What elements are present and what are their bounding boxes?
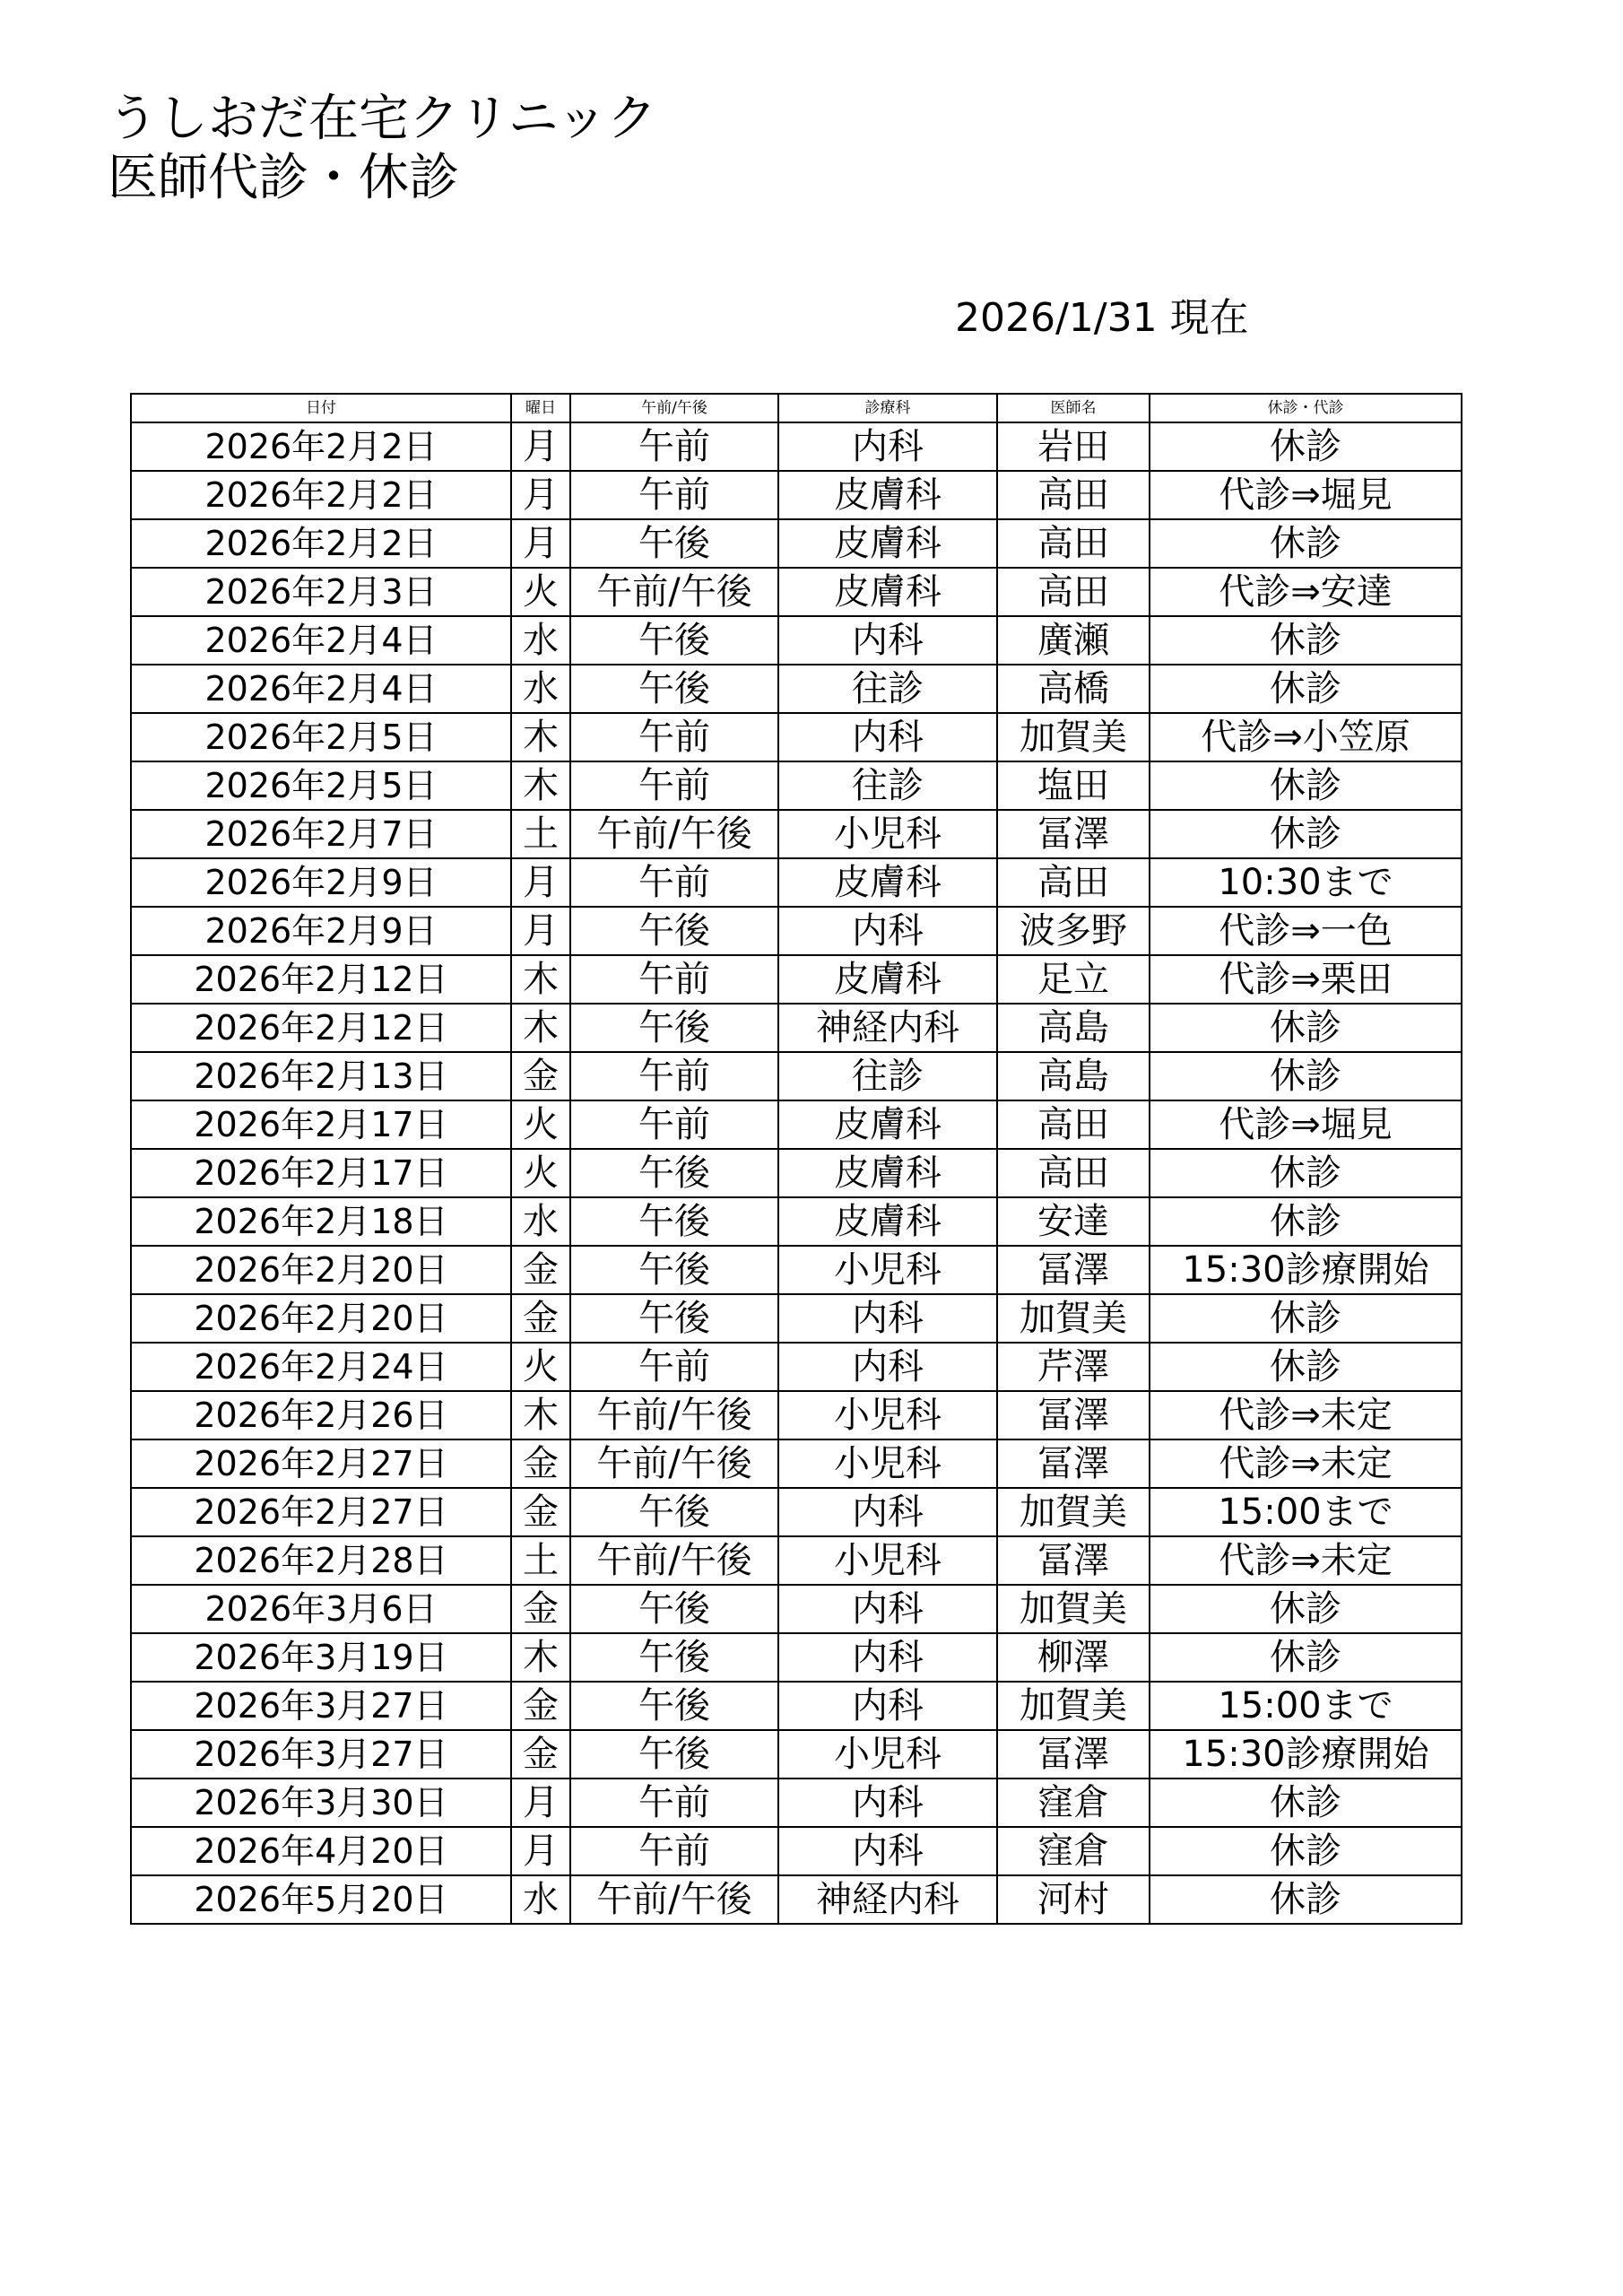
table-row bbox=[131, 1294, 1462, 1343]
date-cell: 2026年2月2日 bbox=[131, 519, 511, 568]
department-cell: 小児科 bbox=[778, 810, 997, 858]
weekday-cell: 月 bbox=[511, 907, 570, 955]
column-header-status: 休診・代診 bbox=[1150, 394, 1462, 422]
department-cell: 皮膚科 bbox=[778, 471, 997, 519]
weekday-cell: 金 bbox=[511, 1585, 570, 1633]
date-cell: 2026年2月24日 bbox=[131, 1343, 511, 1391]
table-row bbox=[131, 1100, 1462, 1149]
doctor-cell: 加賀美 bbox=[997, 1488, 1150, 1536]
doctor-cell: 安達 bbox=[997, 1197, 1150, 1246]
session-cell: 午後 bbox=[570, 1585, 778, 1633]
weekday-cell: 土 bbox=[511, 1536, 570, 1585]
weekday-cell: 金 bbox=[511, 1052, 570, 1100]
status-cell: 代診⇒栗田 bbox=[1150, 955, 1462, 1004]
doctor-cell: 冨澤 bbox=[997, 1246, 1150, 1294]
session-cell: 午前 bbox=[570, 1343, 778, 1391]
weekday-cell: 金 bbox=[511, 1730, 570, 1779]
department-cell: 小児科 bbox=[778, 1391, 997, 1439]
weekday-cell: 水 bbox=[511, 665, 570, 713]
table-row bbox=[131, 1488, 1462, 1536]
doctor-cell: 廣瀬 bbox=[997, 616, 1150, 665]
doctor-cell: 芹澤 bbox=[997, 1343, 1150, 1391]
session-cell: 午後 bbox=[570, 1633, 778, 1682]
session-cell: 午前/午後 bbox=[570, 1875, 778, 1924]
date-cell: 2026年2月9日 bbox=[131, 907, 511, 955]
column-header-date: 日付 bbox=[131, 394, 511, 422]
column-header-weekday: 曜日 bbox=[511, 394, 570, 422]
doctor-cell: 高田 bbox=[997, 471, 1150, 519]
session-cell: 午後 bbox=[570, 665, 778, 713]
status-cell: 休診 bbox=[1150, 1197, 1462, 1246]
date-cell: 2026年2月5日 bbox=[131, 713, 511, 761]
department-cell: 神経内科 bbox=[778, 1004, 997, 1052]
doctor-cell: 加賀美 bbox=[997, 1682, 1150, 1730]
date-cell: 2026年2月4日 bbox=[131, 665, 511, 713]
table-row bbox=[131, 519, 1462, 568]
table-row bbox=[131, 1779, 1462, 1827]
table-row bbox=[131, 665, 1462, 713]
session-cell: 午前 bbox=[570, 713, 778, 761]
table-row bbox=[131, 1536, 1462, 1585]
weekday-cell: 水 bbox=[511, 1197, 570, 1246]
table-row bbox=[131, 858, 1462, 907]
date-cell: 2026年2月20日 bbox=[131, 1246, 511, 1294]
department-cell: 小児科 bbox=[778, 1439, 997, 1488]
table-row bbox=[131, 1439, 1462, 1488]
date-cell: 2026年2月28日 bbox=[131, 1536, 511, 1585]
department-cell: 内科 bbox=[778, 1343, 997, 1391]
status-cell: 15:00まで bbox=[1150, 1682, 1462, 1730]
column-header-doctor: 医師名 bbox=[997, 394, 1150, 422]
table-row bbox=[131, 1149, 1462, 1197]
weekday-cell: 木 bbox=[511, 713, 570, 761]
weekday-cell: 水 bbox=[511, 1875, 570, 1924]
department-cell: 内科 bbox=[778, 616, 997, 665]
department-cell: 皮膚科 bbox=[778, 519, 997, 568]
session-cell: 午後 bbox=[570, 519, 778, 568]
date-cell: 2026年2月13日 bbox=[131, 1052, 511, 1100]
status-cell: 休診 bbox=[1150, 1004, 1462, 1052]
doctor-cell: 高橋 bbox=[997, 665, 1150, 713]
department-cell: 内科 bbox=[778, 422, 997, 471]
department-cell: 内科 bbox=[778, 1488, 997, 1536]
doctor-cell: 加賀美 bbox=[997, 1585, 1150, 1633]
weekday-cell: 月 bbox=[511, 471, 570, 519]
session-cell: 午後 bbox=[570, 616, 778, 665]
date-cell: 2026年4月20日 bbox=[131, 1827, 511, 1875]
status-cell: 15:30診療開始 bbox=[1150, 1730, 1462, 1779]
department-cell: 皮膚科 bbox=[778, 568, 997, 616]
status-cell: 代診⇒一色 bbox=[1150, 907, 1462, 955]
status-cell: 代診⇒堀見 bbox=[1150, 471, 1462, 519]
date-cell: 2026年3月6日 bbox=[131, 1585, 511, 1633]
doctor-cell: 窪倉 bbox=[997, 1827, 1150, 1875]
table-row bbox=[131, 568, 1462, 616]
table-row bbox=[131, 1827, 1462, 1875]
session-cell: 午前/午後 bbox=[570, 1391, 778, 1439]
doctor-cell: 高田 bbox=[997, 519, 1150, 568]
doctor-cell: 高島 bbox=[997, 1004, 1150, 1052]
session-cell: 午後 bbox=[570, 1488, 778, 1536]
weekday-cell: 金 bbox=[511, 1294, 570, 1343]
weekday-cell: 火 bbox=[511, 1100, 570, 1149]
header-row bbox=[131, 394, 1462, 422]
clinic-name: うしおだ在宅クリニック bbox=[108, 90, 657, 148]
session-cell: 午前 bbox=[570, 955, 778, 1004]
status-cell: 休診 bbox=[1150, 1343, 1462, 1391]
department-cell: 往診 bbox=[778, 665, 997, 713]
table-row bbox=[131, 810, 1462, 858]
weekday-cell: 金 bbox=[511, 1246, 570, 1294]
date-cell: 2026年2月20日 bbox=[131, 1294, 511, 1343]
doctor-cell: 高田 bbox=[997, 1100, 1150, 1149]
weekday-cell: 月 bbox=[511, 422, 570, 471]
department-cell: 小児科 bbox=[778, 1536, 997, 1585]
date-cell: 2026年2月27日 bbox=[131, 1488, 511, 1536]
date-cell: 2026年2月17日 bbox=[131, 1100, 511, 1149]
session-cell: 午後 bbox=[570, 1246, 778, 1294]
weekday-cell: 火 bbox=[511, 1149, 570, 1197]
date-cell: 2026年2月27日 bbox=[131, 1439, 511, 1488]
session-cell: 午前 bbox=[570, 422, 778, 471]
department-cell: 内科 bbox=[778, 1633, 997, 1682]
date-cell: 2026年2月18日 bbox=[131, 1197, 511, 1246]
session-cell: 午後 bbox=[570, 1294, 778, 1343]
weekday-cell: 木 bbox=[511, 1633, 570, 1682]
table-row bbox=[131, 1246, 1462, 1294]
as-of-date: 2026/1/31 現在 bbox=[955, 295, 1249, 341]
date-cell: 2026年2月2日 bbox=[131, 422, 511, 471]
weekday-cell: 月 bbox=[511, 1827, 570, 1875]
table-row bbox=[131, 1052, 1462, 1100]
session-cell: 午後 bbox=[570, 1197, 778, 1246]
doctor-cell: 足立 bbox=[997, 955, 1150, 1004]
department-cell: 皮膚科 bbox=[778, 1100, 997, 1149]
doctor-cell: 冨澤 bbox=[997, 1439, 1150, 1488]
doctor-cell: 冨澤 bbox=[997, 1730, 1150, 1779]
status-cell: 10:30まで bbox=[1150, 858, 1462, 907]
date-cell: 2026年2月17日 bbox=[131, 1149, 511, 1197]
session-cell: 午後 bbox=[570, 1004, 778, 1052]
status-cell: 休診 bbox=[1150, 665, 1462, 713]
doctor-cell: 窪倉 bbox=[997, 1779, 1150, 1827]
session-cell: 午前/午後 bbox=[570, 1536, 778, 1585]
date-cell: 2026年3月30日 bbox=[131, 1779, 511, 1827]
table-row bbox=[131, 1391, 1462, 1439]
doctor-cell: 塩田 bbox=[997, 761, 1150, 810]
department-cell: 皮膚科 bbox=[778, 858, 997, 907]
table-row bbox=[131, 616, 1462, 665]
date-cell: 2026年2月26日 bbox=[131, 1391, 511, 1439]
department-cell: 内科 bbox=[778, 713, 997, 761]
department-cell: 皮膚科 bbox=[778, 1197, 997, 1246]
table-row bbox=[131, 761, 1462, 810]
column-header-session: 午前/午後 bbox=[570, 394, 778, 422]
doctor-cell: 加賀美 bbox=[997, 713, 1150, 761]
weekday-cell: 水 bbox=[511, 616, 570, 665]
status-cell: 休診 bbox=[1150, 1875, 1462, 1924]
session-cell: 午後 bbox=[570, 1730, 778, 1779]
session-cell: 午後 bbox=[570, 1682, 778, 1730]
status-cell: 代診⇒小笠原 bbox=[1150, 713, 1462, 761]
table-row bbox=[131, 1633, 1462, 1682]
table-row bbox=[131, 907, 1462, 955]
status-cell: 代診⇒堀見 bbox=[1150, 1100, 1462, 1149]
table-row bbox=[131, 1197, 1462, 1246]
session-cell: 午後 bbox=[570, 1149, 778, 1197]
session-cell: 午前/午後 bbox=[570, 568, 778, 616]
status-cell: 休診 bbox=[1150, 1149, 1462, 1197]
status-cell: 代診⇒未定 bbox=[1150, 1536, 1462, 1585]
doctor-cell: 河村 bbox=[997, 1875, 1150, 1924]
status-cell: 休診 bbox=[1150, 1633, 1462, 1682]
weekday-cell: 木 bbox=[511, 1004, 570, 1052]
table-row bbox=[131, 1004, 1462, 1052]
table-row bbox=[131, 1682, 1462, 1730]
department-cell: 小児科 bbox=[778, 1246, 997, 1294]
weekday-cell: 金 bbox=[511, 1488, 570, 1536]
table-row bbox=[131, 471, 1462, 519]
department-cell: 往診 bbox=[778, 1052, 997, 1100]
status-cell: 休診 bbox=[1150, 761, 1462, 810]
date-cell: 2026年5月20日 bbox=[131, 1875, 511, 1924]
doctor-cell: 加賀美 bbox=[997, 1294, 1150, 1343]
weekday-cell: 月 bbox=[511, 1779, 570, 1827]
session-cell: 午前 bbox=[570, 1052, 778, 1100]
weekday-cell: 金 bbox=[511, 1439, 570, 1488]
date-cell: 2026年2月5日 bbox=[131, 761, 511, 810]
session-cell: 午前 bbox=[570, 471, 778, 519]
status-cell: 休診 bbox=[1150, 1827, 1462, 1875]
status-cell: 休診 bbox=[1150, 1052, 1462, 1100]
weekday-cell: 木 bbox=[511, 1391, 570, 1439]
status-cell: 休診 bbox=[1150, 616, 1462, 665]
schedule-table bbox=[130, 393, 1462, 1925]
department-cell: 内科 bbox=[778, 1585, 997, 1633]
table-row bbox=[131, 422, 1462, 471]
department-cell: 神経内科 bbox=[778, 1875, 997, 1924]
status-cell: 代診⇒未定 bbox=[1150, 1439, 1462, 1488]
department-cell: 内科 bbox=[778, 1779, 997, 1827]
department-cell: 内科 bbox=[778, 907, 997, 955]
weekday-cell: 木 bbox=[511, 761, 570, 810]
title-block bbox=[108, 90, 657, 208]
session-cell: 午前 bbox=[570, 858, 778, 907]
date-cell: 2026年2月7日 bbox=[131, 810, 511, 858]
session-cell: 午前 bbox=[570, 761, 778, 810]
table-row bbox=[131, 713, 1462, 761]
table-row bbox=[131, 955, 1462, 1004]
session-cell: 午後 bbox=[570, 907, 778, 955]
session-cell: 午前 bbox=[570, 1779, 778, 1827]
doctor-cell: 高田 bbox=[997, 568, 1150, 616]
department-cell: 内科 bbox=[778, 1294, 997, 1343]
weekday-cell: 月 bbox=[511, 519, 570, 568]
department-cell: 往診 bbox=[778, 761, 997, 810]
status-cell: 休診 bbox=[1150, 422, 1462, 471]
doctor-cell: 柳澤 bbox=[997, 1633, 1150, 1682]
schedule-table-body bbox=[131, 422, 1462, 1924]
status-cell: 休診 bbox=[1150, 519, 1462, 568]
date-cell: 2026年3月27日 bbox=[131, 1730, 511, 1779]
date-cell: 2026年2月4日 bbox=[131, 616, 511, 665]
weekday-cell: 金 bbox=[511, 1682, 570, 1730]
date-cell: 2026年2月12日 bbox=[131, 1004, 511, 1052]
weekday-cell: 土 bbox=[511, 810, 570, 858]
doctor-cell: 高島 bbox=[997, 1052, 1150, 1100]
date-cell: 2026年2月12日 bbox=[131, 955, 511, 1004]
doctor-cell: 冨澤 bbox=[997, 810, 1150, 858]
session-cell: 午前 bbox=[570, 1100, 778, 1149]
table-row bbox=[131, 1875, 1462, 1924]
status-cell: 休診 bbox=[1150, 1779, 1462, 1827]
status-cell: 休診 bbox=[1150, 810, 1462, 858]
weekday-cell: 火 bbox=[511, 568, 570, 616]
table-row bbox=[131, 1730, 1462, 1779]
date-cell: 2026年2月2日 bbox=[131, 471, 511, 519]
date-cell: 2026年3月27日 bbox=[131, 1682, 511, 1730]
doctor-cell: 高田 bbox=[997, 858, 1150, 907]
table-row bbox=[131, 1585, 1462, 1633]
date-cell: 2026年3月19日 bbox=[131, 1633, 511, 1682]
doctor-cell: 波多野 bbox=[997, 907, 1150, 955]
doctor-cell: 冨澤 bbox=[997, 1536, 1150, 1585]
session-cell: 午前/午後 bbox=[570, 810, 778, 858]
doctor-cell: 高田 bbox=[997, 1149, 1150, 1197]
department-cell: 小児科 bbox=[778, 1730, 997, 1779]
weekday-cell: 木 bbox=[511, 955, 570, 1004]
weekday-cell: 火 bbox=[511, 1343, 570, 1391]
session-cell: 午前 bbox=[570, 1827, 778, 1875]
column-header-department: 診療科 bbox=[778, 394, 997, 422]
status-cell: 代診⇒安達 bbox=[1150, 568, 1462, 616]
page-subtitle: 医師代診・休診 bbox=[108, 149, 459, 207]
weekday-cell: 月 bbox=[511, 858, 570, 907]
session-cell: 午前/午後 bbox=[570, 1439, 778, 1488]
status-cell: 代診⇒未定 bbox=[1150, 1391, 1462, 1439]
doctor-cell: 岩田 bbox=[997, 422, 1150, 471]
status-cell: 休診 bbox=[1150, 1294, 1462, 1343]
status-cell: 15:30診療開始 bbox=[1150, 1246, 1462, 1294]
table-row bbox=[131, 1343, 1462, 1391]
schedule-table-header bbox=[131, 394, 1462, 422]
date-cell: 2026年2月9日 bbox=[131, 858, 511, 907]
department-cell: 皮膚科 bbox=[778, 955, 997, 1004]
date-cell: 2026年2月3日 bbox=[131, 568, 511, 616]
department-cell: 皮膚科 bbox=[778, 1149, 997, 1197]
doctor-cell: 冨澤 bbox=[997, 1391, 1150, 1439]
status-cell: 15:00まで bbox=[1150, 1488, 1462, 1536]
department-cell: 内科 bbox=[778, 1827, 997, 1875]
status-cell: 休診 bbox=[1150, 1585, 1462, 1633]
department-cell: 内科 bbox=[778, 1682, 997, 1730]
